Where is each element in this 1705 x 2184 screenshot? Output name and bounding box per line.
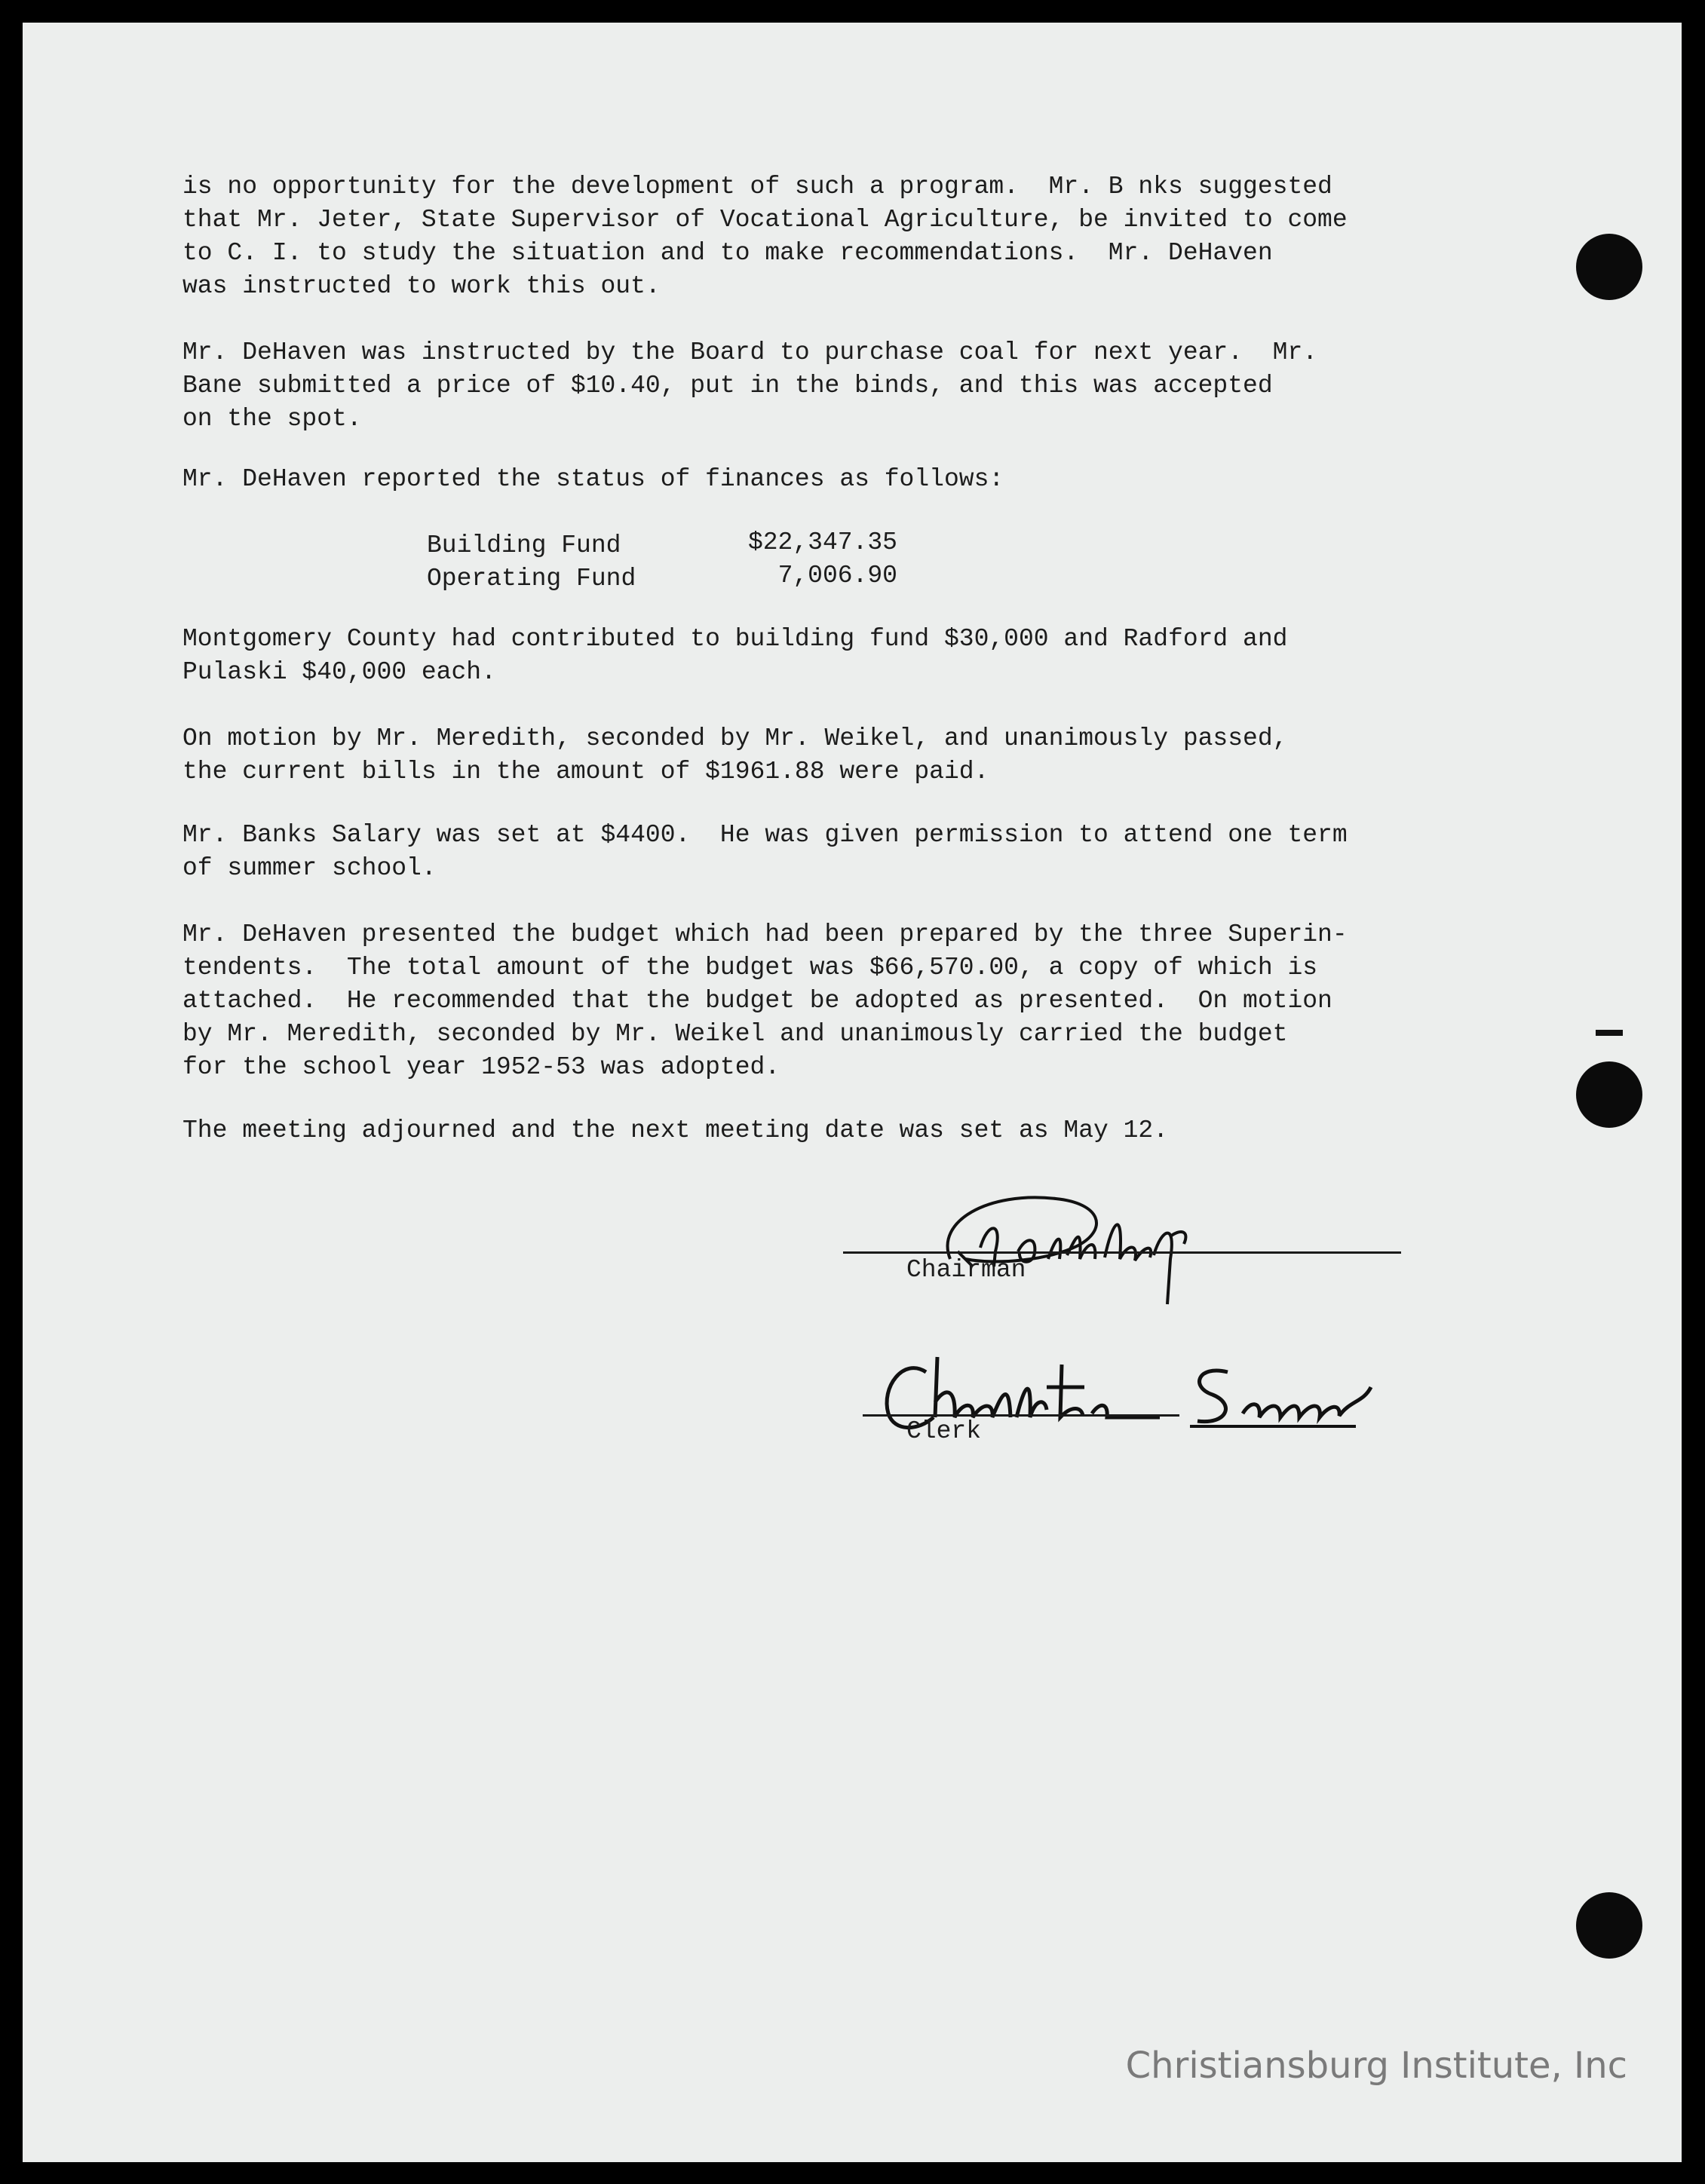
watermark: Christiansburg Institute, Inc — [1125, 2045, 1627, 2087]
chairman-caption: Chairman — [906, 1256, 1026, 1284]
paragraph-banks-salary: Mr. Banks Salary was set at $4400. He was given permission to attend one term of summer school. — [182, 821, 1348, 882]
finance-label-operating: Operating Fund — [427, 565, 636, 593]
clerk-signature-line — [863, 1414, 1179, 1417]
punch-mark — [1596, 1030, 1623, 1036]
binder-hole-bottom — [1576, 1892, 1642, 1959]
paragraph-county-contributions: Montgomery County had contributed to building fund $30,000 and Radford and Pulaski $40,000 each. — [182, 625, 1288, 686]
document-page — [23, 23, 1682, 2162]
finance-amount-building: $22,347.35 — [747, 528, 897, 556]
finance-amount-operating: 7,006.90 — [777, 562, 897, 590]
paragraph-vocational-agriculture: is no opportunity for the development of such a program. Mr. B nks suggested that Mr. Jeter, State Supervisor of Vocational Agriculture, be invited to come to C. I. to study the situation and to make recommendations. Mr. DeHaven was instructed to work this out. — [182, 173, 1348, 300]
paragraph-adjournment: The meeting adjourned and the next meeting date was set as May 12. — [182, 1117, 1169, 1144]
paragraph-current-bills: On motion by Mr. Meredith, seconded by Mr. Weikel, and unanimously passed, the current bills in the amount of $1961.88 were paid. — [182, 724, 1288, 786]
clerk-caption: Clerk — [906, 1417, 982, 1445]
paragraph-coal-purchase: Mr. DeHaven was instructed by the Board to purchase coal for next year. Mr. Bane submitted a price of $10.40, put in the binds, and this was accepted on the spot. — [182, 338, 1318, 433]
paragraph-budget: Mr. DeHaven presented the budget which had been prepared by the three Superin- tendents. The total amount of the budget was $66,570.00, a copy of which is attached. He recommended that the budget be adopted as presented. On motion by Mr. Meredith, seconded by Mr. Weikel and unanimously carried the budget for the school year 1952-53 was adopted. — [182, 920, 1348, 1081]
binder-hole-top — [1576, 234, 1642, 300]
paragraph-finance-status: Mr. DeHaven reported the status of finances as follows: — [182, 465, 1004, 493]
finance-label-building: Building Fund — [427, 531, 621, 559]
chairman-signature-line — [843, 1251, 1401, 1254]
binder-hole-middle — [1576, 1061, 1642, 1128]
chairman-signature-image — [905, 1176, 1297, 1312]
